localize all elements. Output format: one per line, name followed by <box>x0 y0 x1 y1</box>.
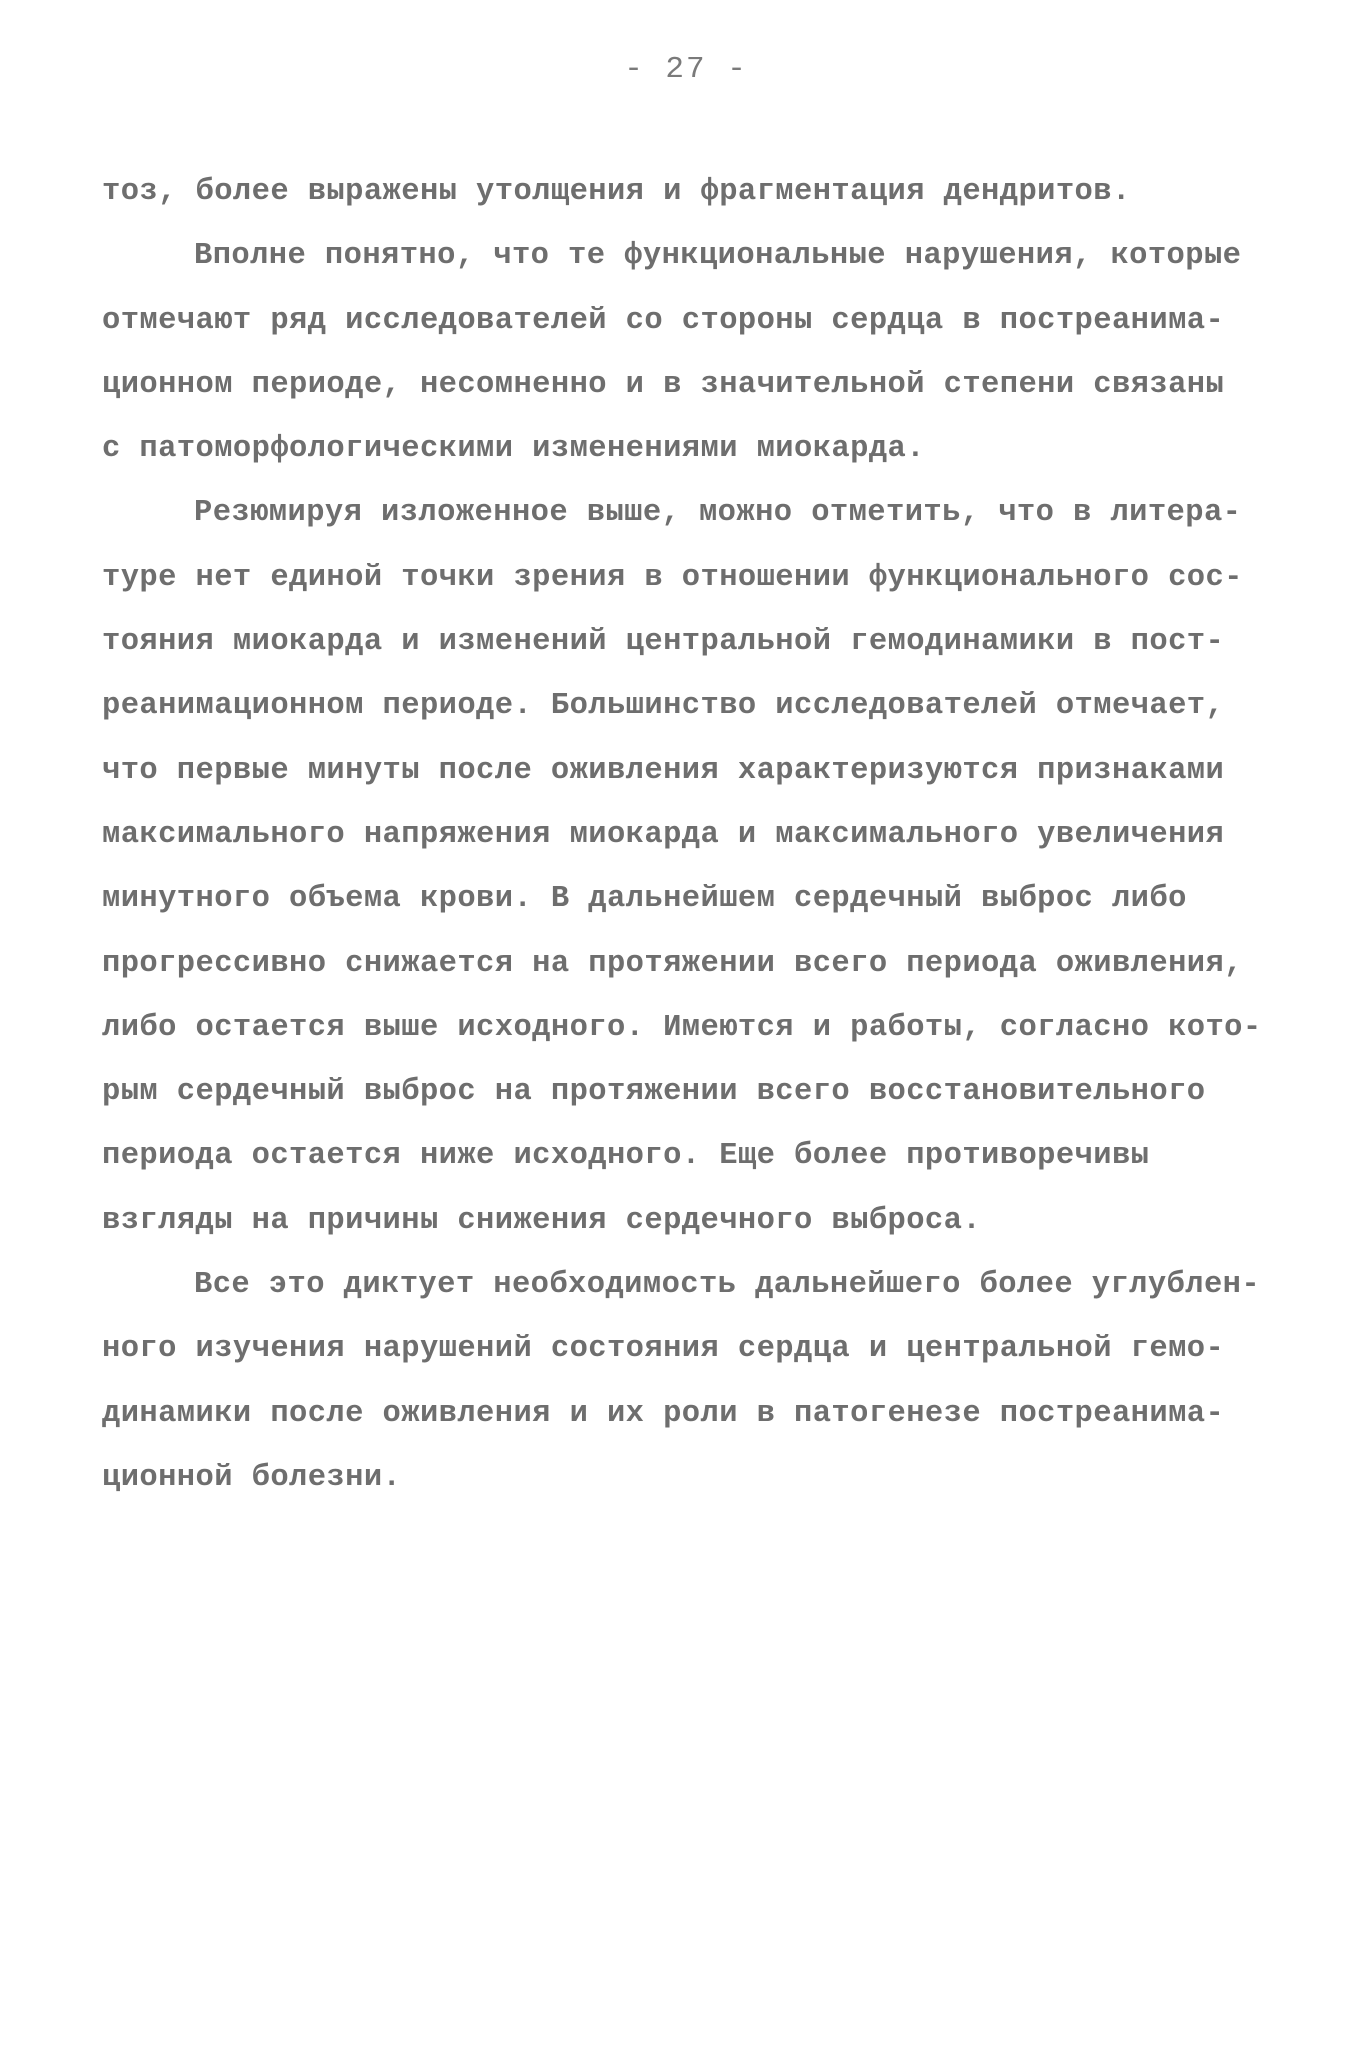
paragraph <box>102 224 1282 481</box>
text-line: рым сердечный выброс на протяжении всего восстановительного <box>102 1075 1206 1110</box>
text-line: Резюмируя изложенное выше, можно отметить, что в литера- <box>194 496 1242 531</box>
text-line: Все это диктует необходимость дальнейшего более углублен- <box>194 1268 1261 1303</box>
text-line: ционном периоде, несомненно и в значительной степени связаны <box>102 367 1225 402</box>
paragraph <box>102 1253 1282 1510</box>
page-number: - 27 - <box>624 52 748 87</box>
text-line: с патоморфологическими изменениями миокарда. <box>102 432 925 467</box>
text-line: что первые минуты после оживления характеризуются признаками <box>102 753 1225 788</box>
text-line: динамики после оживления и их роли в патогенезе постреанима- <box>102 1396 1225 1431</box>
paragraph <box>102 481 1282 1253</box>
text-body <box>102 160 1282 1510</box>
paragraph <box>102 160 1282 224</box>
text-line: Вполне понятно, что те функциональные нарушения, которые <box>194 239 1242 274</box>
text-line: туре нет единой точки зрения в отношении функционального сос- <box>102 560 1243 595</box>
text-line: отмечают ряд исследователей со стороны сердца в постреанима- <box>102 303 1225 338</box>
text-line: периода остается ниже исходного. Еще более противоречивы <box>102 1139 1150 1174</box>
text-line: реанимационном периоде. Большинство исследователей отмечает, <box>102 689 1225 724</box>
text-line: максимального напряжения миокарда и максимального увеличения <box>102 817 1225 852</box>
text-line: минутного объема крови. В дальнейшем сердечный выброс либо <box>102 882 1187 917</box>
text-line: тояния миокарда и изменений центральной гемодинамики в пост- <box>102 625 1225 660</box>
text-line: либо остается выше исходного. Имеются и работы, согласно кото- <box>102 1010 1262 1045</box>
text-line: взгляды на причины снижения сердечного выброса. <box>102 1203 982 1238</box>
text-line: ного изучения нарушений состояния сердца и центральной гемо- <box>102 1332 1225 1367</box>
text-line: ционной болезни. <box>102 1460 402 1495</box>
text-line: тоз, более выражены утолщения и фрагментация дендритов. <box>102 175 1131 209</box>
text-line: прогрессивно снижается на протяжении всего периода оживления, <box>102 946 1243 981</box>
